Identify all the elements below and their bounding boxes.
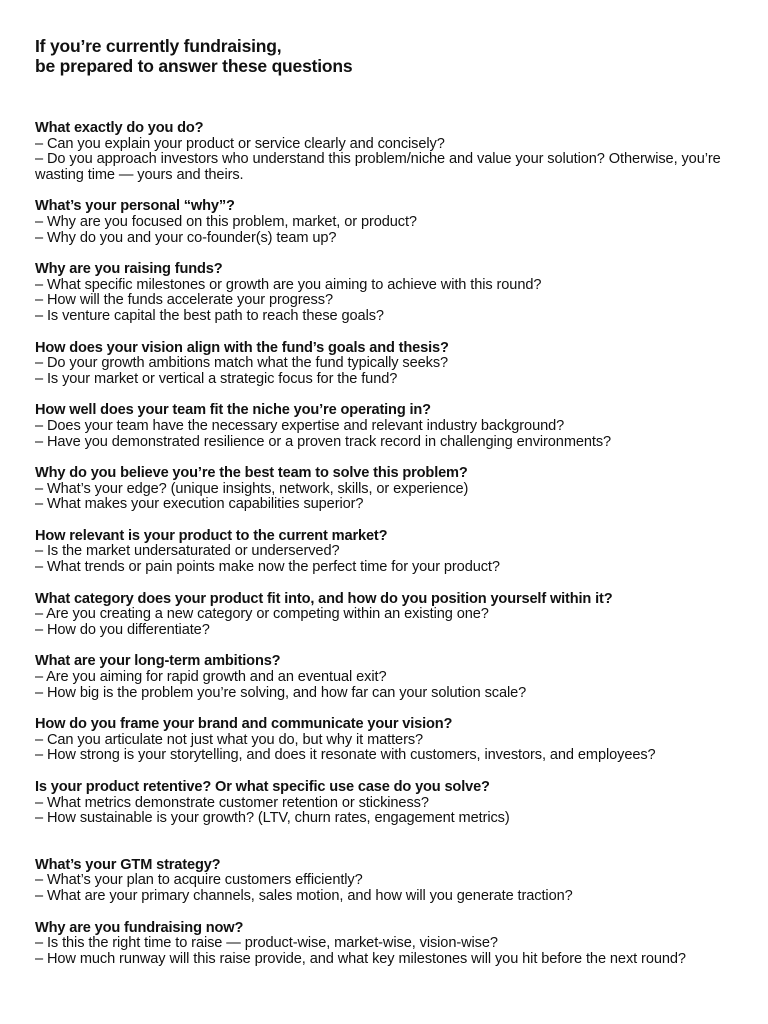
question-item: – What makes your execution capabilities superior?	[35, 496, 364, 513]
question-item: – What’s your plan to acquire customers efficiently?	[35, 872, 363, 889]
question-item: – Is your market or vertical a strategic focus for the fund?	[35, 370, 398, 387]
question-item: – What trends or pain points make now the perfect time for your product?	[35, 559, 500, 576]
section-heading: What are your long-term ambitions?	[35, 653, 281, 670]
question-section	[35, 858, 745, 905]
question-item: – How sustainable is your growth? (LTV, churn rates, engagement metrics)	[35, 810, 510, 827]
question-item: – Does your team have the necessary expertise and relevant industry background?	[35, 417, 565, 434]
question-section	[35, 921, 745, 968]
section-heading: What’s your personal “why”?	[35, 198, 235, 215]
question-item: – What’s your edge? (unique insights, network, skills, or experience)	[35, 480, 469, 497]
question-section	[35, 592, 745, 639]
question-item: – How strong is your storytelling, and does it resonate with customers, investors, and employees?	[35, 747, 656, 764]
question-item: – What metrics demonstrate customer retention or stickiness?	[35, 794, 429, 811]
section-heading: How do you frame your brand and communicate your vision?	[35, 716, 453, 733]
section-heading: How does your vision align with the fund’s goals and thesis?	[35, 339, 449, 356]
question-sections	[35, 121, 745, 967]
section-heading: Is your product retentive? Or what specific use case do you solve?	[35, 779, 490, 795]
question-item: – Are you aiming for rapid growth and an eventual exit?	[35, 669, 387, 686]
question-section	[35, 466, 745, 513]
question-item: – Can you articulate not just what you do, but why it matters?	[35, 731, 424, 748]
section-heading: How relevant is your product to the current market?	[35, 527, 388, 544]
section-heading: How well does your team fit the niche you’re operating in?	[35, 402, 431, 419]
question-item: – Is venture capital the best path to reach these goals?	[35, 307, 384, 324]
question-item: – Do you approach investors who understand this problem/niche and value your solution? Otherwise, you’re wasting time — yours and theirs.	[35, 151, 721, 183]
question-section	[35, 403, 745, 450]
question-item: – Are you creating a new category or competing within an existing one?	[35, 606, 489, 623]
question-section	[35, 717, 745, 764]
question-item: – Do your growth ambitions match what the fund typically seeks?	[35, 355, 449, 372]
question-section	[35, 121, 745, 183]
question-item: – Is this the right time to raise — product-wise, market-wise, vision-wise?	[35, 935, 498, 952]
question-item: – Have you demonstrated resilience or a proven track record in challenging environments?	[35, 433, 612, 450]
question-item: – Can you explain your product or service clearly and concisely?	[35, 135, 445, 152]
section-heading: Why are you fundraising now?	[35, 919, 244, 936]
section-heading: What’s your GTM strategy?	[35, 856, 221, 873]
question-item: – How much runway will this raise provide, and what key milestones will you hit before the next round?	[35, 950, 686, 967]
question-item: – How big is the problem you’re solving, and how far can your solution scale?	[35, 684, 527, 701]
title-line-1: If you’re currently fundraising,	[35, 36, 282, 56]
section-heading: What exactly do you do?	[35, 120, 204, 136]
title-line-2: be prepared to answer these questions	[35, 56, 353, 76]
page-title	[35, 36, 745, 76]
document-page	[35, 36, 745, 983]
question-item: – Is the market undersaturated or underserved?	[35, 543, 340, 560]
question-section	[35, 780, 745, 827]
question-section	[35, 529, 745, 576]
question-item: – How will the funds accelerate your progress?	[35, 292, 333, 309]
section-heading: What category does your product fit into, and how do you position yourself within it?	[35, 590, 613, 607]
question-section	[35, 199, 745, 246]
question-section	[35, 654, 745, 701]
question-item: – Why are you focused on this problem, market, or product?	[35, 213, 417, 230]
question-item: – What are your primary channels, sales motion, and how will you generate traction?	[35, 887, 573, 904]
question-item: – How do you differentiate?	[35, 621, 210, 638]
question-section	[35, 341, 745, 388]
section-heading: Why do you believe you’re the best team to solve this problem?	[35, 465, 468, 482]
question-section	[35, 262, 745, 324]
question-item: – What specific milestones or growth are you aiming to achieve with this round?	[35, 276, 542, 293]
section-heading: Why are you raising funds?	[35, 261, 223, 278]
question-item: – Why do you and your co-founder(s) team up?	[35, 229, 337, 246]
